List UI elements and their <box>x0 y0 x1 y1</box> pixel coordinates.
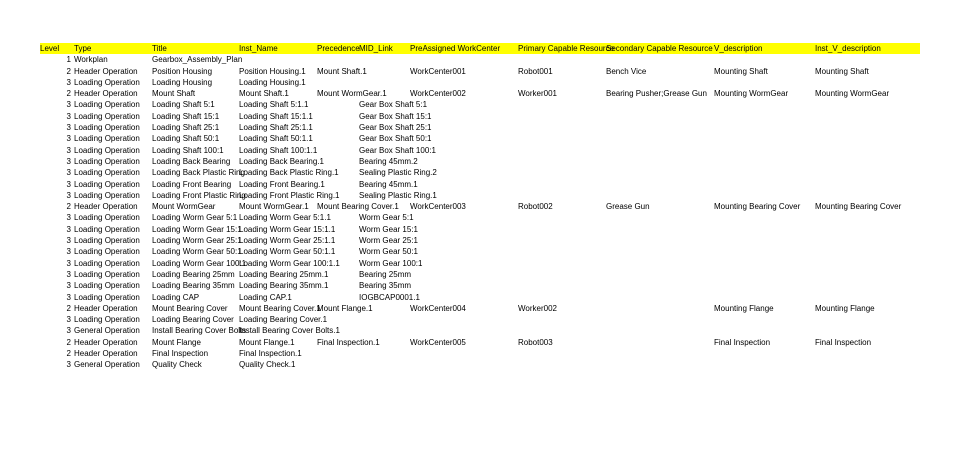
cell-inst-name[interactable]: Final Inspection.1 <box>239 349 302 359</box>
cell-inst-name[interactable]: Loading Back Bearing.1 <box>239 156 324 166</box>
cell-inst-name[interactable]: Loading Worm Gear 50:1.1 <box>239 247 336 257</box>
cell-title[interactable]: Loading Housing <box>152 77 213 87</box>
cell-title[interactable]: Loading Bearing 35mm <box>152 281 235 291</box>
cell-inst-name[interactable]: Loading Worm Gear 5:1.1 <box>239 213 331 223</box>
table-row <box>40 99 920 110</box>
cell-inst-name[interactable]: Loading Bearing 35mm.1 <box>239 281 329 291</box>
cell-preassigned-workcenter[interactable]: WorkCenter001 <box>410 66 466 76</box>
cell-precedence[interactable]: Final Inspection.1 <box>317 337 380 347</box>
cell-mid-link[interactable]: Bearing 45mm.2 <box>359 156 418 166</box>
cell-level[interactable]: 2 <box>66 303 71 313</box>
cell-type[interactable]: Header Operation <box>74 66 138 76</box>
cell-v-description[interactable]: Mounting Shaft <box>714 66 768 76</box>
cell-precedence[interactable]: Mount Shaft.1 <box>317 66 367 76</box>
cell-title[interactable]: Loading Shaft 100:1 <box>152 145 224 155</box>
table-row <box>40 77 920 88</box>
cell-inst-name[interactable]: Loading Back Plastic Ring.1 <box>239 168 339 178</box>
cell-title[interactable]: Loading Bearing Cover <box>152 315 234 325</box>
cell-inst-name[interactable]: Mount Shaft.1 <box>239 89 289 99</box>
cell-inst-name[interactable]: Loading Housing.1 <box>239 77 306 87</box>
cell-type[interactable]: Loading Operation <box>74 134 140 144</box>
cell-inst-v-description[interactable]: Mounting Bearing Cover <box>815 202 902 212</box>
cell-level[interactable]: 3 <box>66 179 71 189</box>
cell-title[interactable]: Gearbox_Assembly_Plan <box>152 55 243 65</box>
cell-inst-name[interactable]: Loading CAP.1 <box>239 292 292 302</box>
cell-level[interactable]: 3 <box>66 247 71 257</box>
cell-title[interactable]: Loading Worm Gear 100:1 <box>152 258 247 268</box>
cell-mid-link[interactable]: Bearing 35mm <box>359 281 412 291</box>
cell-mid-link[interactable]: IOGBCAP0001.1 <box>359 292 420 302</box>
cell-level[interactable]: 3 <box>66 111 71 121</box>
table-row <box>40 292 920 303</box>
cell-precedence[interactable]: Mount Bearing Cover.1 <box>317 202 399 212</box>
cell-level[interactable]: 3 <box>66 213 71 223</box>
cell-inst-name[interactable]: Install Bearing Cover Bolts.1 <box>239 326 340 336</box>
cell-mid-link[interactable]: Gear Box Shaft 5:1 <box>359 100 428 110</box>
cell-inst-v-description[interactable]: Mounting Flange <box>815 303 875 313</box>
table-row <box>40 66 920 77</box>
cell-type[interactable]: Workplan <box>74 55 108 65</box>
cell-level[interactable]: 3 <box>66 326 71 336</box>
cell-title[interactable]: Loading Shaft 50:1 <box>152 134 220 144</box>
cell-mid-link[interactable]: Sealing Plastic Ring.1 <box>359 190 437 200</box>
cell-mid-link[interactable]: Bearing 25mm <box>359 269 412 279</box>
cell-title[interactable]: Loading Back Bearing <box>152 156 231 166</box>
table-row <box>40 246 920 257</box>
table-row <box>40 156 920 167</box>
cell-level[interactable]: 3 <box>66 360 71 370</box>
table-row <box>40 122 920 133</box>
cell-inst-name[interactable]: Loading Front Plastic Ring.1 <box>239 190 340 200</box>
cell-type[interactable]: Loading Operation <box>74 281 140 291</box>
cell-type[interactable]: Loading Operation <box>74 179 140 189</box>
table-row <box>40 88 920 99</box>
cell-level[interactable]: 3 <box>66 315 71 325</box>
cell-title[interactable]: Mount Shaft <box>152 89 196 99</box>
cell-type[interactable]: Loading Operation <box>74 269 140 279</box>
table-row <box>40 190 920 201</box>
cell-type[interactable]: Header Operation <box>74 202 138 212</box>
header-inst-name[interactable]: Inst_Name <box>239 44 278 53</box>
cell-level[interactable]: 2 <box>66 349 71 359</box>
cell-inst-name[interactable]: Loading Worm Gear 25:1.1 <box>239 236 336 246</box>
cell-primary-capable-resource[interactable]: Robot003 <box>518 337 553 347</box>
header-type[interactable]: Type <box>74 44 92 53</box>
spreadsheet <box>40 43 920 371</box>
table-row <box>40 280 920 291</box>
cell-type[interactable]: Loading Operation <box>74 213 140 223</box>
cell-inst-name[interactable]: Loading Shaft 5:1.1 <box>239 100 309 110</box>
table-row <box>40 54 920 65</box>
cell-title[interactable]: Loading CAP <box>152 292 200 302</box>
cell-level[interactable]: 2 <box>66 66 71 76</box>
cell-inst-name[interactable]: Mount Flange.1 <box>239 337 295 347</box>
cell-inst-name[interactable]: Loading Shaft 50:1.1 <box>239 134 313 144</box>
cell-level[interactable]: 3 <box>66 236 71 246</box>
table-row <box>40 325 920 336</box>
cell-inst-v-description[interactable]: Mounting WormGear <box>815 89 890 99</box>
table-row <box>40 179 920 190</box>
cell-level[interactable]: 3 <box>66 100 71 110</box>
cell-primary-capable-resource[interactable]: Robot002 <box>518 202 553 212</box>
cell-type[interactable]: Loading Operation <box>74 111 140 121</box>
cell-mid-link[interactable]: Bearing 45mm.1 <box>359 179 418 189</box>
header-precedence[interactable]: Precedence <box>317 44 360 53</box>
cell-type[interactable]: Loading Operation <box>74 224 140 234</box>
table-row <box>40 145 920 156</box>
table-row <box>40 167 920 178</box>
cell-level[interactable]: 3 <box>66 123 71 133</box>
table-row <box>40 314 920 325</box>
cell-title[interactable]: Loading Front Bearing <box>152 179 232 189</box>
cell-inst-name[interactable]: Loading Bearing 25mm.1 <box>239 269 329 279</box>
cell-type[interactable]: General Operation <box>74 326 140 336</box>
cell-type[interactable]: Loading Operation <box>74 190 140 200</box>
cell-mid-link[interactable]: Worm Gear 5:1 <box>359 213 414 223</box>
cell-type[interactable]: Loading Operation <box>74 100 140 110</box>
cell-level[interactable]: 3 <box>66 190 71 200</box>
table-row <box>40 111 920 122</box>
cell-primary-capable-resource[interactable]: Worker001 <box>518 89 557 99</box>
cell-mid-link[interactable]: Sealing Plastic Ring.2 <box>359 168 437 178</box>
header-primary-capable-resource[interactable]: Primary Capable Resource <box>518 44 615 53</box>
cell-inst-name[interactable]: Loading Bearing Cover.1 <box>239 315 328 325</box>
cell-title[interactable]: Mount WormGear <box>152 202 216 212</box>
table-row <box>40 269 920 280</box>
table-row <box>40 303 920 314</box>
cell-precedence[interactable]: Mount Flange.1 <box>317 303 373 313</box>
cell-level[interactable]: 1 <box>66 55 71 65</box>
cell-secondary-capable-resource[interactable]: Bench Vice <box>606 66 647 76</box>
cell-title[interactable]: Position Housing <box>152 66 213 76</box>
cell-preassigned-workcenter[interactable]: WorkCenter003 <box>410 202 466 212</box>
header-v-description[interactable]: V_description <box>714 44 763 53</box>
cell-level[interactable]: 3 <box>66 134 71 144</box>
cell-type[interactable]: Loading Operation <box>74 292 140 302</box>
cell-level[interactable]: 3 <box>66 258 71 268</box>
cell-inst-name[interactable]: Mount Bearing Cover.1 <box>239 303 321 313</box>
header-inst-v-description[interactable]: Inst_V_description <box>815 44 881 53</box>
cell-inst-name[interactable]: Mount WormGear.1 <box>239 202 309 212</box>
cell-title[interactable]: Loading Shaft 5:1 <box>152 100 215 110</box>
cell-inst-v-description[interactable]: Final Inspection <box>815 337 872 347</box>
cell-level[interactable]: 3 <box>66 224 71 234</box>
header-title[interactable]: Title <box>152 44 167 53</box>
cell-title[interactable]: Loading Shaft 25:1 <box>152 123 220 133</box>
cell-type[interactable]: Loading Operation <box>74 145 140 155</box>
table-row <box>40 212 920 223</box>
cell-title[interactable]: Loading Worm Gear 15:1 <box>152 224 242 234</box>
cell-type[interactable]: Header Operation <box>74 349 138 359</box>
cell-secondary-capable-resource[interactable]: Bearing Pusher;Grease Gun <box>606 89 707 99</box>
cell-type[interactable]: Loading Operation <box>74 156 140 166</box>
cell-level[interactable]: 3 <box>66 145 71 155</box>
cell-title[interactable]: Mount Flange <box>152 337 201 347</box>
cell-title[interactable]: Loading Back Plastic Ring <box>152 168 245 178</box>
cell-mid-link[interactable]: Gear Box Shaft 15:1 <box>359 111 432 121</box>
cell-level[interactable]: 2 <box>66 202 71 212</box>
table-row <box>40 201 920 212</box>
cell-mid-link[interactable]: Gear Box Shaft 50:1 <box>359 134 432 144</box>
header-row <box>40 43 920 54</box>
cell-inst-name[interactable]: Loading Worm Gear 100:1.1 <box>239 258 340 268</box>
cell-type[interactable]: Loading Operation <box>74 168 140 178</box>
cell-mid-link[interactable]: Worm Gear 15:1 <box>359 224 418 234</box>
cell-title[interactable]: Loading Bearing 25mm <box>152 269 235 279</box>
cell-type[interactable]: Loading Operation <box>74 123 140 133</box>
cell-title[interactable]: Final Inspection <box>152 349 209 359</box>
cell-level[interactable]: 3 <box>66 269 71 279</box>
cell-type[interactable]: Loading Operation <box>74 247 140 257</box>
table-row <box>40 235 920 246</box>
cell-type[interactable]: Loading Operation <box>74 315 140 325</box>
cell-inst-name[interactable]: Loading Shaft 25:1.1 <box>239 123 313 133</box>
cell-level[interactable]: 3 <box>66 292 71 302</box>
cell-level[interactable]: 3 <box>66 168 71 178</box>
cell-secondary-capable-resource[interactable]: Grease Gun <box>606 202 650 212</box>
cell-inst-name[interactable]: Loading Shaft 100:1.1 <box>239 145 318 155</box>
cell-inst-v-description[interactable]: Mounting Shaft <box>815 66 869 76</box>
header-level[interactable]: Level <box>40 44 60 53</box>
cell-preassigned-workcenter[interactable]: WorkCenter004 <box>410 303 466 313</box>
cell-preassigned-workcenter[interactable]: WorkCenter005 <box>410 337 466 347</box>
table-body <box>40 54 920 370</box>
cell-level[interactable]: 2 <box>66 337 71 347</box>
cell-mid-link[interactable]: Gear Box Shaft 25:1 <box>359 123 432 133</box>
header-secondary-capable-resource[interactable]: Secondary Capable Resource <box>606 44 713 53</box>
cell-title[interactable]: Mount Bearing Cover <box>152 303 228 313</box>
cell-mid-link[interactable]: Worm Gear 50:1 <box>359 247 418 257</box>
cell-inst-name[interactable]: Position Housing.1 <box>239 66 306 76</box>
cell-title[interactable]: Install Bearing Cover Bolts <box>152 326 247 336</box>
table-row <box>40 359 920 370</box>
cell-inst-name[interactable]: Loading Shaft 15:1.1 <box>239 111 313 121</box>
cell-level[interactable]: 2 <box>66 89 71 99</box>
table-row <box>40 224 920 235</box>
cell-type[interactable]: General Operation <box>74 360 140 370</box>
table-row <box>40 133 920 144</box>
cell-v-description[interactable]: Mounting Flange <box>714 303 774 313</box>
cell-type[interactable]: Header Operation <box>74 337 138 347</box>
cell-type[interactable]: Header Operation <box>74 89 138 99</box>
cell-primary-capable-resource[interactable]: Robot001 <box>518 66 553 76</box>
cell-primary-capable-resource[interactable]: Worker002 <box>518 303 557 313</box>
cell-v-description[interactable]: Final Inspection <box>714 337 771 347</box>
cell-title[interactable]: Loading Shaft 15:1 <box>152 111 220 121</box>
cell-level[interactable]: 3 <box>66 281 71 291</box>
cell-title[interactable]: Loading Front Plastic Ring <box>152 190 246 200</box>
header-preassigned-workcenter[interactable]: PreAssigned WorkCenter <box>410 44 501 53</box>
header-mid-link[interactable]: MID_Link <box>359 44 393 53</box>
cell-level[interactable]: 3 <box>66 156 71 166</box>
cell-preassigned-workcenter[interactable]: WorkCenter002 <box>410 89 466 99</box>
cell-v-description[interactable]: Mounting WormGear <box>714 89 789 99</box>
cell-v-description[interactable]: Mounting Bearing Cover <box>714 202 801 212</box>
cell-inst-name[interactable]: Quality Check.1 <box>239 360 296 370</box>
cell-mid-link[interactable]: Worm Gear 100:1 <box>359 258 423 268</box>
cell-title[interactable]: Loading Worm Gear 25:1 <box>152 236 242 246</box>
cell-title[interactable]: Loading Worm Gear 50:1 <box>152 247 242 257</box>
cell-mid-link[interactable]: Worm Gear 25:1 <box>359 236 418 246</box>
cell-inst-name[interactable]: Loading Front Bearing.1 <box>239 179 325 189</box>
cell-title[interactable]: Loading Worm Gear 5:1 <box>152 213 238 223</box>
cell-mid-link[interactable]: Gear Box Shaft 100:1 <box>359 145 436 155</box>
table-row <box>40 337 920 348</box>
cell-title[interactable]: Quality Check <box>152 360 202 370</box>
cell-type[interactable]: Loading Operation <box>74 77 140 87</box>
cell-type[interactable]: Header Operation <box>74 303 138 313</box>
cell-level[interactable]: 3 <box>66 77 71 87</box>
table-row <box>40 258 920 269</box>
cell-precedence[interactable]: Mount WormGear.1 <box>317 89 387 99</box>
cell-type[interactable]: Loading Operation <box>74 258 140 268</box>
cell-inst-name[interactable]: Loading Worm Gear 15:1.1 <box>239 224 336 234</box>
cell-type[interactable]: Loading Operation <box>74 236 140 246</box>
table-row <box>40 348 920 359</box>
